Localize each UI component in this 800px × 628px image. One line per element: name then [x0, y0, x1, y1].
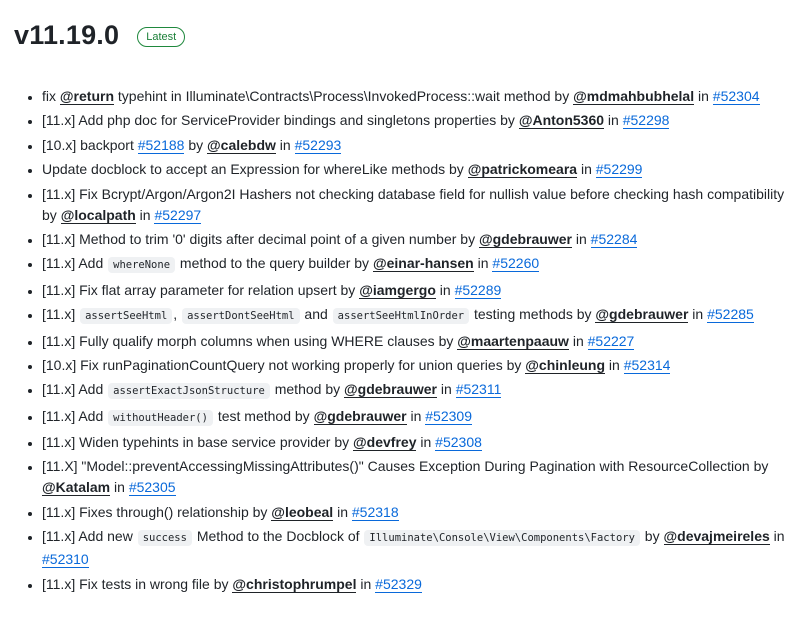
- note-text: in: [769, 528, 785, 545]
- release-note-item: [42, 229, 800, 250]
- release-note-item: [42, 331, 800, 352]
- release-note-item: [42, 135, 800, 156]
- pull-request-link[interactable]: #52289: [454, 281, 502, 298]
- pull-request-link[interactable]: #52284: [590, 230, 638, 247]
- note-text: in: [568, 332, 588, 349]
- release-note-item: [42, 456, 800, 498]
- pull-request-link[interactable]: #52311: [455, 381, 502, 398]
- user-mention-link[interactable]: @iamgergo: [359, 281, 436, 298]
- inline-code: success: [138, 530, 192, 546]
- user-mention-link[interactable]: @Anton5360: [518, 112, 605, 129]
- note-text: in: [688, 306, 708, 323]
- pull-request-link[interactable]: #52309: [425, 407, 472, 424]
- release-note-item: [42, 110, 800, 131]
- pull-request-link[interactable]: #52310: [42, 551, 89, 568]
- note-text: [11.x] Fix tests in wrong file by: [42, 575, 233, 592]
- note-text: in: [604, 112, 623, 129]
- note-text: [11.x] Add new: [42, 528, 137, 545]
- note-text: in: [571, 230, 591, 247]
- user-mention-link[interactable]: @gdebrauwer: [344, 381, 438, 398]
- pull-request-link[interactable]: #52298: [622, 112, 670, 129]
- latest-badge: Latest: [137, 27, 185, 47]
- note-text: in: [406, 407, 426, 424]
- note-text: [11.x] Add: [42, 381, 108, 398]
- pull-request-link[interactable]: #52318: [351, 503, 399, 520]
- note-text: [11.x] Fully qualify morph columns when using WHERE clauses by: [42, 332, 458, 349]
- note-text: in: [275, 136, 295, 153]
- pull-request-link[interactable]: #52299: [595, 161, 643, 178]
- user-mention-link[interactable]: @gdebrauwer: [478, 230, 572, 247]
- note-text: [11.x] Widen typehints in base service provider by: [42, 434, 354, 451]
- inline-code: assertSeeHtmlInOrder: [333, 308, 469, 324]
- pull-request-link[interactable]: #52260: [492, 255, 540, 272]
- user-mention-link[interactable]: @return: [59, 88, 114, 104]
- pull-request-link[interactable]: #52305: [128, 479, 176, 496]
- user-mention-link[interactable]: @devfrey: [353, 434, 417, 451]
- note-text: [11.x] Add: [42, 255, 108, 272]
- note-text: test method by: [213, 407, 314, 424]
- release-note-item: [42, 253, 800, 276]
- note-text: and: [300, 306, 332, 323]
- user-mention-link[interactable]: @gdebrauwer: [313, 407, 407, 424]
- pull-request-link[interactable]: #52329: [375, 575, 422, 592]
- note-text: ,: [173, 306, 182, 323]
- note-text: in: [577, 161, 596, 178]
- user-mention-link[interactable]: @gdebrauwer: [595, 306, 689, 323]
- release-header: [14, 20, 185, 51]
- inline-code: assertDontSeeHtml: [182, 308, 299, 324]
- pull-request-link[interactable]: #52285: [707, 306, 754, 323]
- note-text: in: [416, 434, 436, 451]
- note-text: method to the query builder by: [176, 255, 373, 272]
- note-text: [11.x] Fix Bcrypt/Argon/Argon2I Hashers not checking database field for nullish value before checking hash compatibility by: [42, 185, 785, 223]
- pull-request-link[interactable]: #52188: [137, 136, 185, 153]
- note-text: testing methods by: [470, 306, 596, 323]
- user-mention-link[interactable]: @mdmahbubhelal: [573, 88, 695, 104]
- note-text: [11.x] Method to trim '0' digits after decimal point of a given number by: [42, 230, 479, 247]
- user-mention-link[interactable]: @patrickomeara: [467, 161, 578, 178]
- note-text: in: [435, 281, 455, 298]
- note-text: in: [694, 88, 713, 104]
- release-note-item: [42, 574, 800, 595]
- release-note-item: [42, 406, 800, 429]
- release-note-item: [42, 280, 800, 301]
- note-text: typehint in Illuminate\Contracts\Process\InvokedProcess::wait method by: [114, 88, 574, 104]
- user-mention-link[interactable]: @christophrumpel: [232, 575, 357, 592]
- note-text: in: [473, 255, 493, 272]
- note-text: [11.x] Fixes through() relationship by: [42, 503, 272, 520]
- release-note-item: [42, 379, 800, 402]
- inline-code: assertSeeHtml: [80, 308, 172, 324]
- pull-request-link[interactable]: #52308: [435, 434, 482, 451]
- note-text: in: [333, 503, 352, 520]
- note-text: [11.x]: [42, 306, 80, 323]
- note-text: in: [437, 381, 456, 398]
- note-text: [11.x] Add php doc for ServiceProvider bindings and singletons properties by: [42, 112, 519, 129]
- user-mention-link[interactable]: @localpath: [60, 206, 136, 223]
- release-notes-list: [24, 86, 800, 598]
- user-mention-link[interactable]: @Katalam: [42, 479, 111, 496]
- note-text: in: [135, 206, 155, 223]
- release-note-item: [42, 184, 800, 226]
- note-text: by: [640, 528, 664, 545]
- pull-request-link[interactable]: #52314: [623, 356, 671, 373]
- note-text: in: [605, 356, 624, 373]
- pull-request-link[interactable]: #52293: [294, 136, 342, 153]
- user-mention-link[interactable]: @einar-hansen: [372, 255, 474, 272]
- release-title: v11.19.0: [14, 20, 120, 50]
- pull-request-link[interactable]: #52304: [712, 88, 760, 104]
- note-text: [11.x] Add: [42, 407, 108, 424]
- note-text: in: [356, 575, 376, 592]
- note-text: [10.x] backport: [42, 136, 138, 153]
- note-text: Method to the Docblock of: [192, 528, 364, 545]
- release-note-item: [42, 355, 800, 376]
- user-mention-link[interactable]: @chinleung: [525, 356, 606, 373]
- inline-code: withoutHeader(): [108, 410, 213, 426]
- pull-request-link[interactable]: #52227: [587, 332, 635, 349]
- release-note-item: [42, 502, 800, 523]
- user-mention-link[interactable]: @leobeal: [271, 503, 334, 520]
- release-note-item: [42, 304, 800, 327]
- release-note-item: [42, 86, 800, 107]
- note-text: fix: [42, 88, 60, 104]
- inline-code: assertExactJsonStructure: [108, 383, 270, 399]
- release-note-item: [42, 159, 800, 180]
- user-mention-link[interactable]: @calebdw: [207, 136, 276, 153]
- release-note-item: [42, 432, 800, 453]
- note-text: [11.x] Fix flat array parameter for relation upsert by: [42, 281, 360, 298]
- user-mention-link[interactable]: @maartenpaauw: [457, 332, 569, 349]
- inline-code: whereNone: [108, 257, 175, 273]
- pull-request-link[interactable]: #52297: [154, 206, 202, 223]
- release-note-item: [42, 526, 800, 570]
- note-text: method by: [270, 381, 344, 398]
- inline-code: Illuminate\Console\View\Components\Factory: [364, 530, 640, 546]
- user-mention-link[interactable]: @devajmeireles: [663, 528, 770, 545]
- note-text: [10.x] Fix runPaginationCountQuery not working properly for union queries by: [42, 356, 526, 373]
- note-text: [11.X] "Model::preventAccessingMissingAttributes()" Causes Exception During Pagination with ResourceCollection by: [42, 458, 769, 475]
- note-text: in: [110, 479, 129, 496]
- note-text: Update docblock to accept an Expression for whereLike methods by: [42, 161, 468, 178]
- note-text: by: [184, 136, 208, 153]
